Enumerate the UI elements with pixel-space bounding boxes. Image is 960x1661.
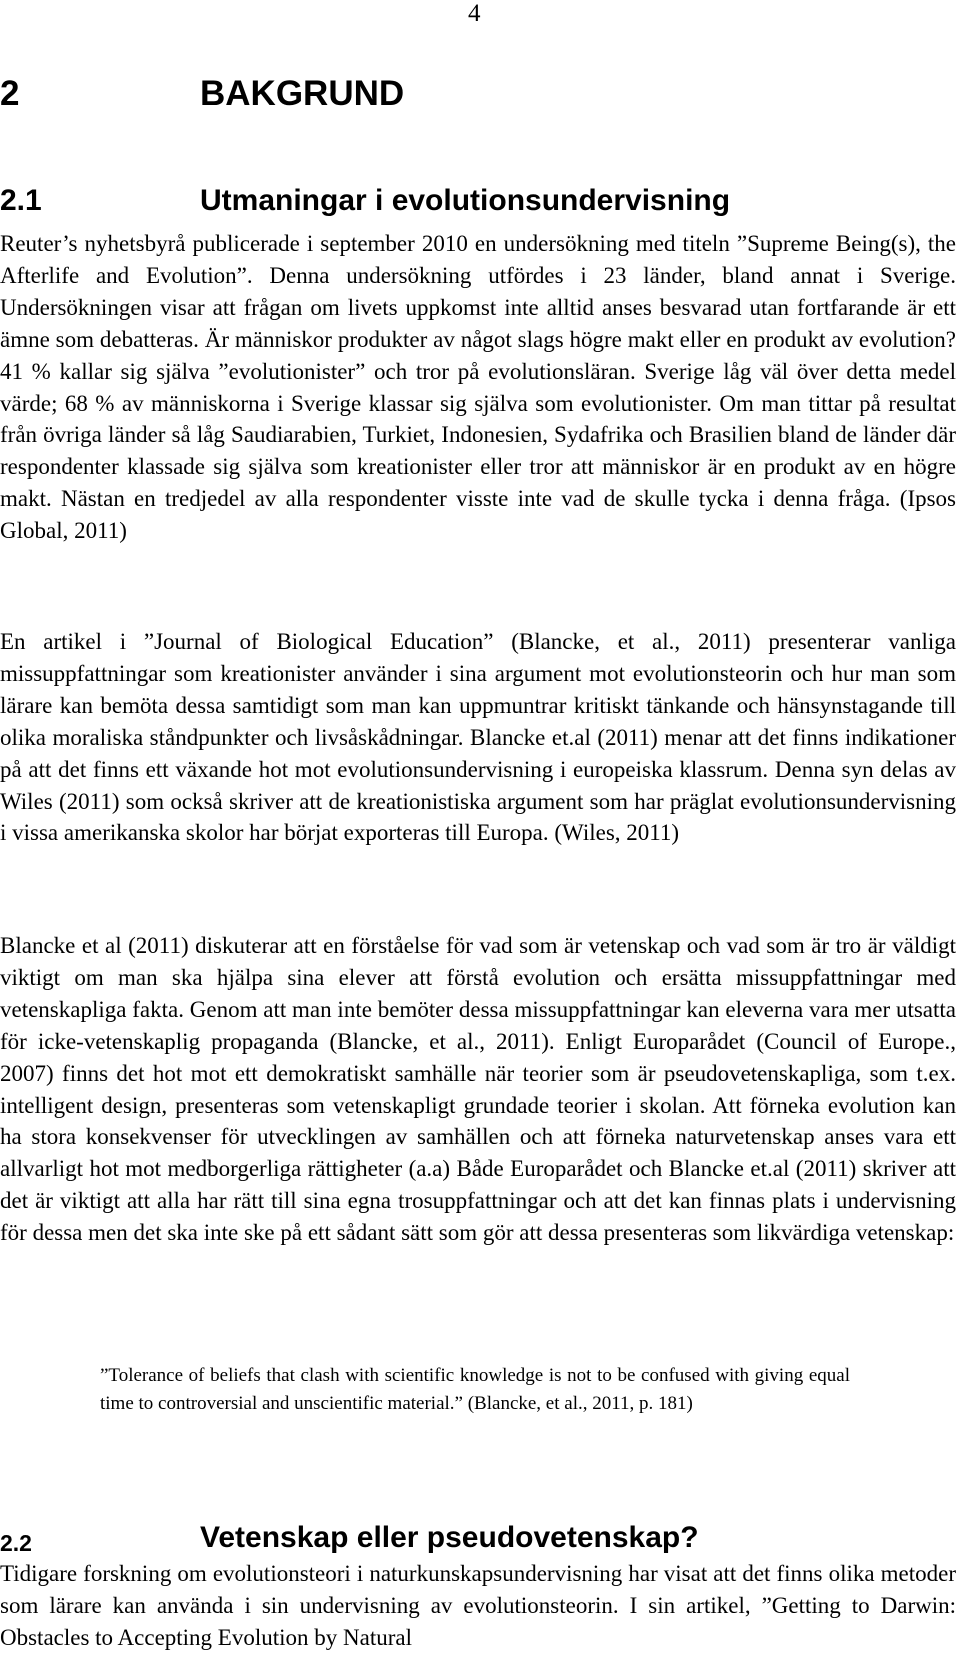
section-number: 2.1 — [0, 184, 42, 217]
section-title: Vetenskap eller pseudovetenskap? — [200, 1521, 699, 1554]
paragraph-3: Blancke et al (2011) diskuterar att en förståelse för vad som är vetenskap och vad som är tro är väldigt viktigt om man ska hjälpa sina elever att förstå evolution och ersätta missuppfattningar med vetenskapliga fakta. Genom att man inte bemöter dessa missuppfattningar kan eleverna vara mer utsatta för icke-vetenskaplig propaganda (Blancke, et al., 2011). Enligt Europarådet (Council of Europe., 2007) finns det hot mot ett demokratiskt samhälle när teorier som är pseudovetenskapliga, som t.ex. intelligent design, presenteras som vetenskapligt grundade teorier i skolan. Att förneka evolution kan ha stora konsekvenser för utvecklingen av samhällen och att förneka naturvetenskap anses vara ett allvarligt hot mot medborgerliga rättigheter (a.a) Både Europarådet och Blancke et.al (2011) skriver att det är viktigt att alla har rätt till sina egna trosuppfattningar och att det kan finnas plats i undervisning för dessa men det ska inte ske på ett sådant sätt som gör att dessa presenteras som likvärdiga vetenskap: — [0, 933, 956, 1246]
chapter-number: 2 — [0, 74, 20, 113]
block-quote: ”Tolerance of beliefs that clash with scientific knowledge is not to be confused with giving equal time to controversial and unscientific material.” (Blancke, et al., 2011, p. 181) — [100, 1365, 850, 1414]
paragraph-1: Reuter’s nyhetsbyrå publicerade i september 2010 en undersökning med titeln ”Supreme Being(s), the Afterlife and Evolution”. Denna undersökning utfördes i 23 länder, bland annat i Sverige. Undersökningen visar att frågan om livets uppkomst inte alltid anses besvarad utan fortfarande är ett ämne som debatteras. Är människor produkter av något slags högre makt eller en produkt av evolution? 41 % kallar sig själva ”evolutionister” och tror på evolutionsläran. Sverige låg väl över detta medel värde; 68 % av människorna i Sverige klassar sig själva som evolutionister. Om man tittar på resultat från övriga länder så låg Saudiarabien, Turkiet, Indonesien, Sydafrika och Brasilien bland de länder där respondenter klassade sig själva som kreationister eller tror att människor är en produkt av en högre makt. Nästan en tredjedel av alla respondenter visste inte vad de skulle tycka i denna fråga. (Ipsos Global, 2011) — [0, 231, 956, 544]
page-number: 4 — [468, 0, 481, 27]
paragraph-4: Tidigare forskning om evolutionsteori i naturkunskapsundervisning har visat att det finns olika metoder som lärare kan använda i sin undervisning av evolutionsteorin. I sin artikel, ”Getting to Darwin: Obstacles to Accepting Evolution by Natural — [0, 1561, 956, 1650]
chapter-title: BAKGRUND — [200, 74, 405, 113]
paragraph-2: En artikel i ”Journal of Biological Education” (Blancke, et al., 2011) presenterar vanliga missuppfattningar som kreationister använder i sina argument mot evolutionsteorin och hur man som lärare kan bemöta dessa samtidigt som man kan uppmuntrar kritiskt tänkande och hänsynstagande till olika moraliska ståndpunkter och livsåskådningar. Blancke et.al (2011) menar att det finns indikationer på att det finns ett växande hot mot evolutionsundervisning i europeiska klassrum. Denna syn delas av Wiles (2011) som också skriver att de kreationistiska argument som har präglat evolutionsundervisning i vissa amerikanska skolor har börjat exporteras till Europa. (Wiles, 2011) — [0, 629, 956, 846]
section-number: 2.2 — [0, 1530, 32, 1556]
section-title: Utmaningar i evolutionsundervisning — [200, 184, 731, 217]
